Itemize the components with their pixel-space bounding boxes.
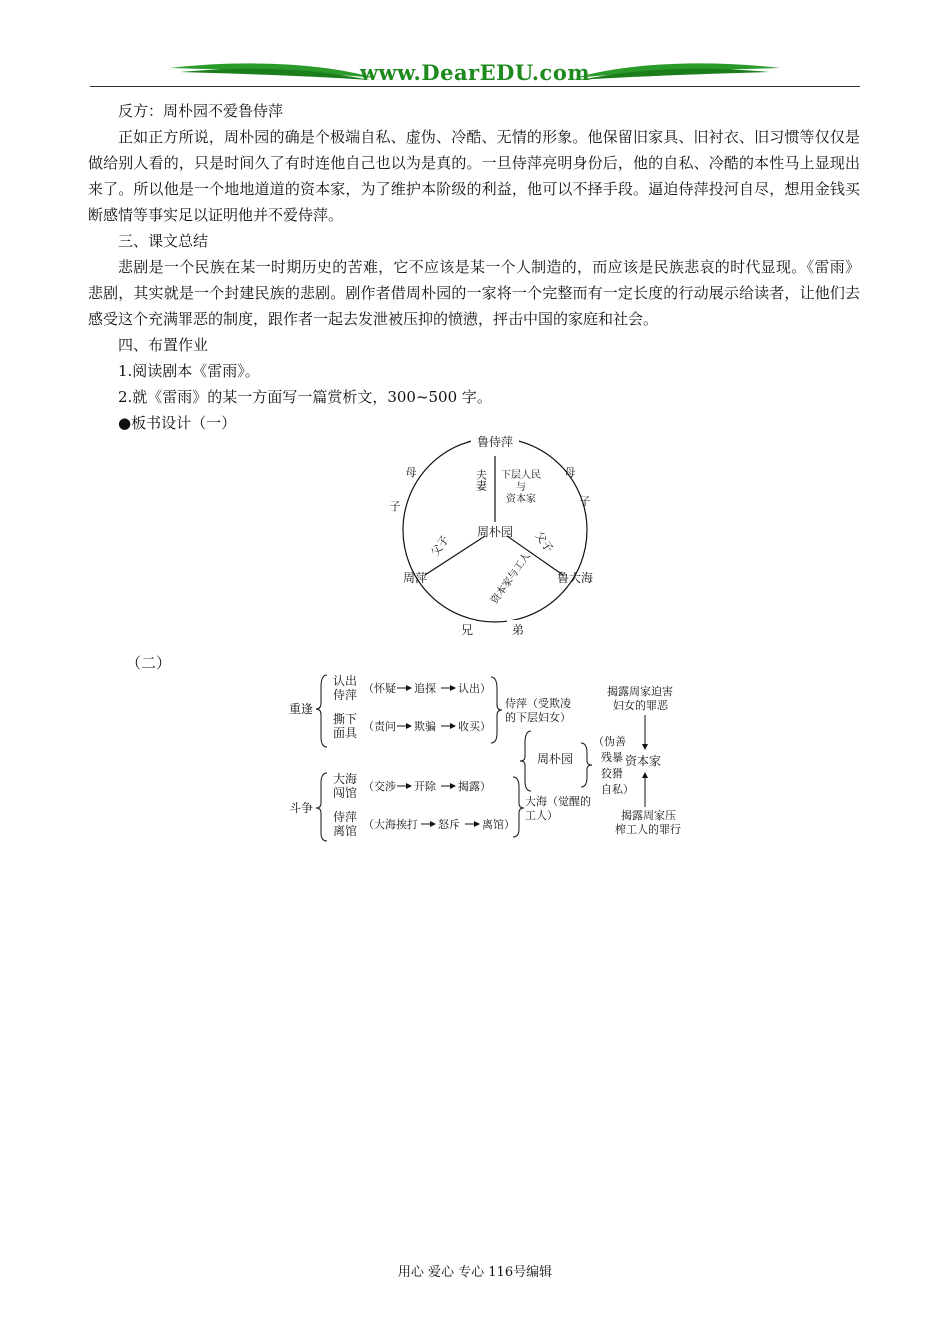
node-lu-dahai: 鲁大海 — [556, 571, 594, 585]
brace-shiping — [491, 677, 502, 743]
label-right-mu: 母 — [564, 466, 576, 479]
brace-zhou-right — [581, 743, 592, 787]
section-heading-homework: 四、布置作业 — [118, 336, 209, 354]
seq1-b: 追探 — [414, 682, 436, 695]
label-and: 与 — [516, 482, 526, 493]
seq2-a: （责问 — [363, 720, 396, 733]
label-shiping-leave-2: 离馆 — [333, 824, 358, 838]
label-left-mu: 母 — [405, 466, 417, 479]
header-divider — [90, 86, 860, 87]
homework-item-1: 1.阅读剧本《雷雨》。 — [118, 362, 260, 380]
label-brother-elder: 兄 — [460, 623, 474, 637]
label-right-zi: 子 — [579, 495, 591, 508]
label-capitalist-worker: 资本家与工人 — [489, 550, 533, 607]
seq3-a: （交涉 — [363, 780, 396, 793]
bottom-note-1: 揭露周家压 — [621, 809, 676, 822]
trait-hypocrisy: （伪善 — [593, 735, 626, 748]
seq4-a: （大海挨打 — [363, 818, 418, 831]
section-heading-summary: 三、课文总结 — [118, 232, 209, 250]
paragraph-summary: 悲剧是一个民族在某一时期历史的苦难，它不应该是某一个人制造的，而应该是民族悲哀的时代显现。《雷雨》悲剧，其实就是一个封建民族的悲剧。剧作者借周朴园的一家将一个完整而有一定长度的行动展示给读者，让他们去感受这个充满罪恶的制度，跟作者一起去发泄被压抑的愤懑，抨击中国的家庭和社会。 — [88, 258, 860, 328]
label-zhou-puyuan: 周朴园 — [537, 752, 574, 766]
seq1-a: （怀疑 — [363, 682, 396, 695]
seq1-c: 认出） — [458, 682, 491, 695]
seq4-c: 离馆） — [482, 818, 515, 831]
label-recognize-2: 侍萍 — [333, 688, 358, 702]
label-left-zi: 子 — [389, 500, 401, 513]
label-recognize-1: 认出 — [333, 674, 358, 688]
label-dahai-enter-1: 大海 — [333, 772, 358, 786]
label-unmask-1: 撕下 — [333, 712, 358, 726]
trait-brutal: 残暴 — [601, 751, 623, 764]
brace-reunion — [316, 675, 327, 747]
section-heading-board-design: ●板书设计（一） — [118, 414, 237, 432]
label-husband-wife: 夫妻 — [474, 469, 488, 491]
label-brother-younger: 弟 — [511, 623, 525, 637]
site-brand-logo: www.DearEDU.com — [359, 60, 591, 85]
brace-zhou-left — [520, 731, 531, 791]
seq3-c: 揭露） — [458, 780, 491, 793]
top-note-1: 揭露周家迫害 — [607, 685, 673, 698]
bottom-note-2: 榨工人的罪行 — [615, 823, 681, 836]
label-lower-class: 下层人民 — [501, 470, 541, 481]
label-shiping-leave-1: 侍萍 — [333, 810, 358, 824]
shiping-desc-1: 侍萍（受欺凌 — [505, 697, 571, 710]
board-design-two-label: （二） — [126, 654, 172, 672]
homework-item-2: 2.就《雷雨》的某一方面写一篇赏析文，300~500 字。 — [118, 388, 492, 406]
node-zhou-puyuan: 周朴园 — [476, 525, 514, 539]
seq2-c: 收买） — [458, 720, 491, 733]
seq4-b: 怒斥 — [438, 818, 460, 831]
label-capitalist: 资本家 — [625, 754, 662, 768]
node-lu-shiping: 鲁侍萍 — [476, 435, 514, 449]
label-struggle: 斗争 — [289, 801, 314, 815]
paragraph-argument: 正如正方所说，周朴园的确是个极端自私、虚伪、冷酷、无情的形象。他保留旧家具、旧衬衣、旧习惯等仅仅是做给别人看的，只是时间久了有时连他自己也以为是真的。一旦侍萍亮明身份后，他的自私、冷酷的本性马上显现出来了。所以他是一个地地道道的资本家，为了维护本阶级的利益，他可以不择手段。逼迫侍萍投河自尽，想用金钱买断感情等事实足以证明他并不爱侍萍。 — [88, 128, 860, 224]
trait-selfish: 自私） — [601, 783, 634, 796]
node-zhou-ping: 周萍 — [402, 571, 428, 585]
trait-cunning: 狡猾 — [601, 767, 623, 780]
seq3-b: 开除 — [414, 780, 436, 793]
label-reunion: 重逢 — [289, 702, 314, 716]
brace-struggle — [316, 773, 327, 841]
seq2-b: 欺骗 — [414, 720, 436, 733]
label-unmask-2: 面具 — [333, 726, 358, 740]
shiping-desc-2: 的下层妇女） — [505, 711, 571, 724]
relationship-circle-diagram — [385, 430, 615, 645]
label-capitalist: 资本家 — [506, 494, 536, 505]
document-body — [88, 98, 860, 436]
dahai-desc-2: 工人） — [525, 809, 558, 822]
page-footer: 用心 爱心 专心 116号编辑 — [397, 1265, 553, 1280]
label-dahai-enter-2: 闯馆 — [333, 786, 358, 800]
label-father-son-left: 父子 — [428, 533, 452, 559]
top-note-2: 妇女的罪恶 — [613, 699, 668, 712]
label-father-son-right: 父子 — [532, 529, 556, 555]
paragraph-opposing-view: 反方：周朴园不爱鲁侍萍 — [118, 102, 284, 120]
dahai-desc-1: 大海（觉醒的 — [525, 795, 591, 808]
plot-structure-diagram — [285, 665, 705, 845]
